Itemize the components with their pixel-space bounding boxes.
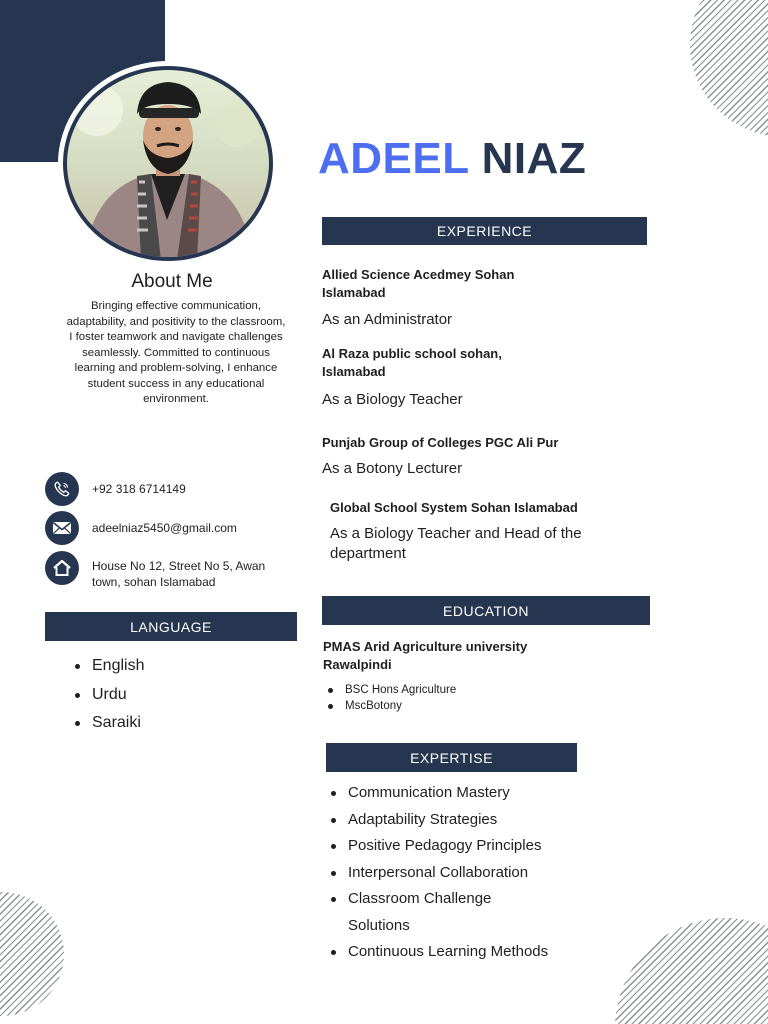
expertise-item: Adaptability Strategies <box>348 807 588 834</box>
experience-heading: EXPERIENCE <box>322 217 647 245</box>
expertise-item: Interpersonal Collaboration <box>348 860 588 887</box>
experience-org: Allied Science Acedmey Sohan Islamabad <box>322 267 515 300</box>
hatched-circle-bottom-left <box>0 892 64 1016</box>
expertise-heading: EXPERTISE <box>326 743 577 772</box>
profile-photo <box>63 66 273 261</box>
education-degree: BSC Hons Agriculture <box>345 684 457 696</box>
expertise-item: Positive Pedagogy Principles <box>348 833 588 860</box>
experience-role: As an Administrator <box>322 311 453 328</box>
education-degree: MscBotony <box>345 698 456 714</box>
experience-org: Punjab Group of Colleges PGC Ali Pur <box>322 435 559 450</box>
language-list <box>92 652 144 738</box>
expertise-item: Communication Mastery <box>348 780 588 807</box>
experience-role: As a Botony Lecturer <box>322 460 463 477</box>
about-text: Bringing effective communication, adaptability, and positivity to the classroom, I foster teamwork and navigate challenges seamlessly. Committed to continuous learning and problem-solving, I enhance student success in any educational environment. <box>66 300 286 405</box>
expertise-item: Classroom Challenge Solutions <box>348 886 523 939</box>
language-item: English <box>92 652 144 681</box>
contact-address: House No 12, Street No 5, Awan town, sohan Islamabad <box>92 559 266 589</box>
about-title: About Me <box>131 271 213 292</box>
hatched-circle-bottom-right <box>615 918 768 1024</box>
experience-role: As a Biology Teacher and Head of the department <box>330 525 582 562</box>
last-name: NIAZ <box>481 134 587 183</box>
first-name: ADEEL <box>318 134 469 183</box>
experience-org: Al Raza public school sohan, Islamabad <box>322 346 502 379</box>
experience-org: Global School System Sohan Islamabad <box>330 500 578 515</box>
phone-icon <box>45 472 79 506</box>
home-icon <box>45 551 79 585</box>
person-portrait-icon <box>67 70 269 257</box>
language-item: Urdu <box>92 681 144 710</box>
experience-role: As a Biology Teacher <box>322 391 463 408</box>
education-degree-list <box>345 682 456 714</box>
contact-phone: +92 318 6714149 <box>92 482 186 496</box>
expertise-list <box>348 780 588 966</box>
language-heading: LANGUAGE <box>45 612 297 641</box>
language-item: Saraiki <box>92 709 144 738</box>
expertise-item: Continuous Learning Methods <box>348 939 588 966</box>
envelope-icon <box>45 511 79 545</box>
hatched-circle-top-right <box>690 0 768 137</box>
education-institution: PMAS Arid Agriculture university Rawalpindi <box>323 639 528 672</box>
full-name <box>318 134 586 184</box>
contact-email: adeelniaz5450@gmail.com <box>92 521 237 535</box>
education-heading: EDUCATION <box>322 596 650 625</box>
